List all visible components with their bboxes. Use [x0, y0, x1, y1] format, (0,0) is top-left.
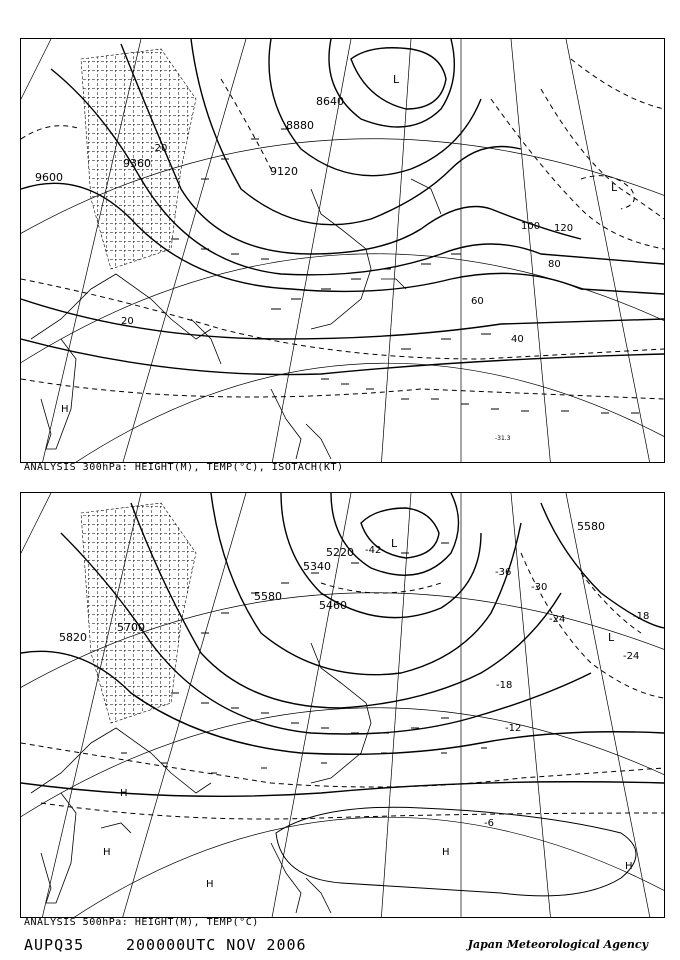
low-center-2: L: [608, 631, 615, 644]
high-center-3: H: [206, 879, 214, 890]
height-label-5460: 5460: [319, 599, 347, 612]
caption-500hpa: ANALYSIS 500hPa: HEIGHT(M), TEMP(°C): [24, 917, 259, 928]
high-center-1: H: [61, 404, 69, 415]
isotach-label-20: 20: [121, 316, 134, 327]
temp-label-minus6: -6: [484, 818, 494, 829]
height-label-8880: 8880: [286, 119, 314, 132]
chart-id: AUPQ35: [24, 936, 85, 954]
temp-label-minus12: -12: [505, 723, 522, 734]
agency-credit: Japan Meteorological Agency: [467, 938, 648, 951]
low-center-1: L: [391, 537, 398, 550]
isotach-label-80: 80: [548, 259, 561, 270]
temp-label-minus18: -18: [633, 611, 650, 622]
temp-label-minus36: -36: [495, 567, 512, 578]
height-label-5700: 5700: [117, 621, 145, 634]
isotach-label-120: 120: [554, 223, 574, 234]
high-center-2: H: [103, 847, 111, 858]
high-center-5: H: [625, 861, 633, 872]
height-label-9600: 9600: [35, 171, 63, 184]
height-label-9120: 9120: [270, 165, 298, 178]
temp-label-minus20: -20: [151, 143, 168, 154]
temp-label-minus18b: -18: [496, 680, 513, 691]
valid-time: 200000UTC NOV 2006: [126, 936, 307, 954]
height-label-5580: 5580: [254, 590, 282, 603]
low-center-1: L: [393, 73, 400, 86]
low-center-2: L: [611, 181, 618, 194]
height-label-8640: 8640: [316, 95, 344, 108]
map-panel-300hpa: [20, 38, 665, 463]
caption-300hpa: ANALYSIS 300hPa: HEIGHT(M), TEMP(°C), ISOTACH(KT): [24, 462, 344, 473]
temp-label-minus42: -42: [365, 545, 382, 556]
isotach-label-100: 100: [521, 221, 541, 232]
wind-barbs: [171, 129, 639, 413]
isotach-label-60: 60: [471, 296, 484, 307]
height-label-5580b: 5580: [577, 520, 605, 533]
coastlines: [31, 643, 371, 913]
temp-label-minus24b: -24: [623, 651, 640, 662]
height-label-5340: 5340: [303, 560, 331, 573]
isotach-label-40: 40: [511, 334, 524, 345]
height-label-5220: 5220: [326, 546, 354, 559]
temp-label-minus30: -30: [531, 582, 548, 593]
temp-label-minus31: -31.3: [495, 435, 511, 442]
temp-label-minus24: -24: [549, 614, 566, 625]
high-center-1: H: [120, 788, 128, 799]
map-300hpa-svg: [21, 39, 664, 462]
map-panel-500hpa: [20, 492, 665, 918]
height-label-9360: 9360: [123, 157, 151, 170]
height-label-5820: 5820: [59, 631, 87, 644]
high-center-4: H: [442, 847, 450, 858]
map-500hpa-svg: [21, 493, 664, 917]
